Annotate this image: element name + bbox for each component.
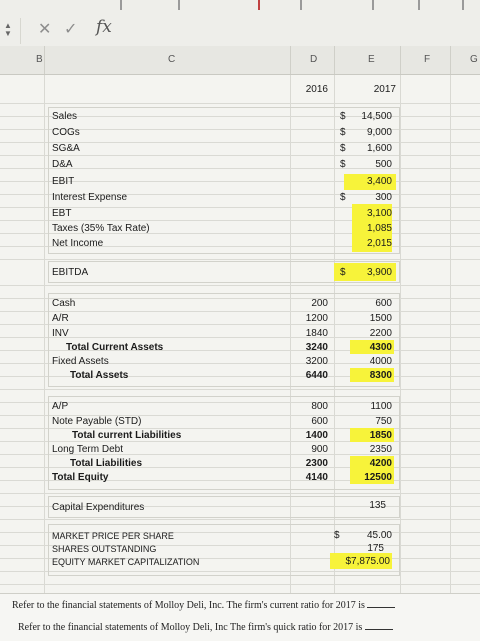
cell-label-ap[interactable]: A/P (52, 401, 69, 412)
cell-label-ebt[interactable]: EBT (52, 208, 72, 219)
cell-label-ar[interactable]: A/R (52, 313, 69, 324)
cell-ta-2017[interactable]: 8300 (369, 370, 392, 381)
cell-label-sales[interactable]: Sales (52, 111, 78, 122)
ribbon-edge (462, 0, 464, 10)
question-current-ratio: Refer to the financial statements of Molloy Deli, Inc. The firm's current ratio for 2017 is (12, 600, 395, 611)
cell-label-total-liabilities[interactable]: Total Liabilities (70, 458, 143, 469)
cell-ap-2016[interactable]: 800 (311, 401, 328, 412)
cell-ap-2017[interactable]: 1100 (370, 401, 392, 412)
gridline (400, 75, 401, 593)
cell-label-cash[interactable]: Cash (52, 298, 76, 309)
cell-sales-2017[interactable]: 14,500 (361, 111, 392, 122)
column-header-b[interactable]: B (36, 54, 43, 65)
gridline (450, 75, 451, 593)
cell-label-da[interactable]: D&A (52, 159, 73, 170)
cell-label-market-cap[interactable]: EQUITY MARKET CAPITALIZATION (52, 557, 200, 567)
cell-fa-2016[interactable]: 3200 (305, 356, 328, 367)
cell-tcl-2017[interactable]: 1850 (369, 430, 392, 441)
cell-interest-2017[interactable]: 300 (375, 192, 392, 203)
gridline (44, 75, 45, 593)
cell-ltd-2017[interactable]: 2350 (369, 444, 392, 455)
cell-label-total-assets[interactable]: Total Assets (70, 370, 129, 381)
divider (20, 18, 21, 44)
cell-label-interest-expense[interactable]: Interest Expense (52, 192, 128, 203)
cell-cash-2017[interactable]: 600 (375, 298, 392, 309)
ribbon-edge (418, 0, 420, 10)
cell-shares-2017[interactable]: 175 (367, 543, 384, 554)
cell-label-ebit[interactable]: EBIT (52, 176, 75, 187)
cell-ebt-2017[interactable]: 3,100 (366, 208, 392, 219)
cell-tcl-2016[interactable]: 1400 (305, 430, 328, 441)
cell-ta-2016[interactable]: 6440 (305, 370, 328, 381)
cell-ar-2016[interactable]: 1200 (305, 313, 328, 324)
cell-np-2016[interactable]: 600 (311, 416, 328, 427)
ribbon-edge (120, 0, 122, 10)
cell-label-total-current-assets[interactable]: Total Current Assets (66, 342, 164, 353)
cell-label-shares-outstanding[interactable]: SHARES OUTSTANDING (52, 544, 157, 554)
cell-inv-2016[interactable]: 1840 (305, 328, 328, 339)
cell-net-income-2017[interactable]: 2,015 (366, 238, 392, 249)
column-header-g[interactable]: G (470, 54, 478, 65)
ribbon-edge (372, 0, 374, 10)
cell-market-price-2017[interactable]: 45.00 (366, 530, 392, 541)
column-header-e[interactable]: E (368, 54, 375, 65)
cell-cash-2016[interactable]: 200 (311, 298, 328, 309)
year-2016-label[interactable]: 2016 (305, 84, 328, 95)
cell-label-taxes[interactable]: Taxes (35% Tax Rate) (52, 223, 150, 234)
name-box-arrows-icon[interactable]: ▲ ▼ (4, 21, 12, 38)
column-header-d[interactable]: D (310, 54, 318, 65)
ribbon-edge (258, 0, 260, 10)
question-panel (0, 593, 480, 641)
cell-dollar: $ (340, 192, 346, 203)
year-2017-label[interactable]: 2017 (373, 84, 396, 95)
cell-dollar: $ (340, 111, 346, 122)
cell-da-2017[interactable]: 500 (375, 159, 392, 170)
cell-fa-2017[interactable]: 4000 (369, 356, 392, 367)
cell-ar-2017[interactable]: 1500 (369, 313, 392, 324)
cell-dollar: $ (340, 127, 346, 138)
answer-blank[interactable] (367, 607, 395, 608)
column-header-row (0, 46, 480, 75)
cell-label-capex[interactable]: Capital Expenditures (52, 502, 145, 513)
cell-label-market-price[interactable]: MARKET PRICE PER SHARE (52, 531, 174, 541)
column-header-c[interactable]: C (168, 54, 176, 65)
cell-np-2017[interactable]: 750 (375, 416, 392, 427)
enter-icon[interactable]: ✓ (64, 21, 78, 38)
cell-label-sga[interactable]: SG&A (52, 143, 80, 154)
cell-te-2017[interactable]: 12500 (364, 472, 392, 483)
cell-tca-2017[interactable]: 4300 (369, 342, 392, 353)
cell-label-fixed-assets[interactable]: Fixed Assets (52, 356, 109, 367)
ribbon-edge (178, 0, 180, 10)
cell-label-note-payable[interactable]: Note Payable (STD) (52, 416, 142, 427)
insert-function-icon[interactable]: fx (96, 17, 112, 37)
cell-taxes-2017[interactable]: 1,085 (366, 223, 392, 234)
cell-dollar: $ (340, 159, 346, 170)
answer-blank[interactable] (365, 629, 393, 630)
cell-ebitda-2017[interactable]: 3,900 (366, 267, 392, 278)
column-header-f[interactable]: F (424, 54, 431, 65)
cell-ebit-2017[interactable]: 3,400 (366, 176, 392, 187)
cell-dollar: $ (340, 143, 346, 154)
cell-capex-2017[interactable]: 135 (369, 500, 386, 511)
question-quick-ratio: Refer to the financial statements of Molloy Deli, Inc The firm's quick ratio for 2017 is (18, 622, 393, 633)
cell-dollar: $ (340, 267, 346, 278)
cell-label-ebitda[interactable]: EBITDA (52, 267, 89, 278)
cell-label-total-current-liabilities[interactable]: Total current Liabilities (72, 430, 182, 441)
cell-tca-2016[interactable]: 3240 (305, 342, 328, 353)
cell-label-net-income[interactable]: Net Income (52, 238, 104, 249)
ebitda-box (48, 261, 400, 283)
cell-market-cap-2017[interactable]: $7,875.00 (345, 556, 390, 567)
cell-label-total-equity[interactable]: Total Equity (52, 472, 109, 483)
cell-label-long-term-debt[interactable]: Long Term Debt (52, 444, 123, 455)
cell-te-2016[interactable]: 4140 (305, 472, 328, 483)
cell-label-cogs[interactable]: COGs (52, 127, 80, 138)
cell-sga-2017[interactable]: 1,600 (366, 143, 392, 154)
cell-inv-2017[interactable]: 2200 (369, 328, 392, 339)
cell-tl-2017[interactable]: 4200 (369, 458, 392, 469)
cell-label-inv[interactable]: INV (52, 328, 69, 339)
ribbon-edge (300, 0, 302, 10)
cell-dollar: $ (334, 530, 340, 541)
formula-bar (0, 0, 480, 47)
cancel-icon[interactable]: ✕ (38, 21, 52, 38)
cell-cogs-2017[interactable]: 9,000 (366, 127, 392, 138)
cell-ltd-2016[interactable]: 900 (311, 444, 328, 455)
cell-tl-2016[interactable]: 2300 (305, 458, 328, 469)
